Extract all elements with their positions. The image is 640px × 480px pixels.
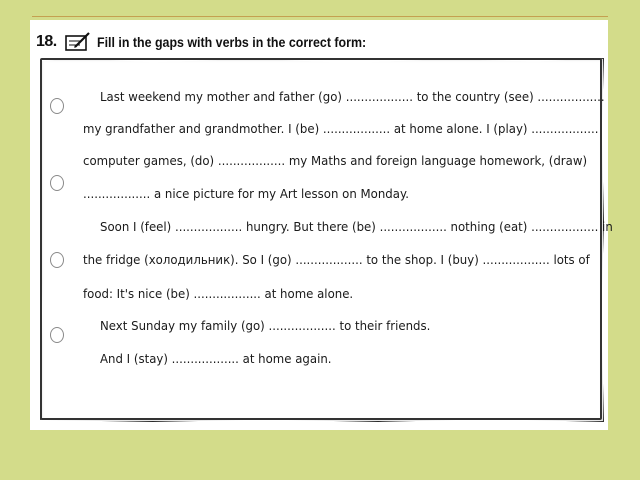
exercise-header xyxy=(36,30,389,54)
text-line-4: .................. a nice picture for my Art lesson on Monday. xyxy=(83,186,409,201)
circle-bullet-icon xyxy=(50,98,64,114)
circle-bullet-icon xyxy=(50,327,64,343)
circle-bullet-icon xyxy=(50,252,64,268)
text-line-6: the fridge (холодильник). So I (go) .................. to the shop. I (buy) .................. lots of xyxy=(83,252,590,267)
exercise-instruction: Fill in the gaps with verbs in the correct form: xyxy=(96,34,366,50)
text-line-2: my grandfather and grandmother. I (be) .................. at home alone. I (play) .................. xyxy=(83,121,599,136)
exercise-number: 18. xyxy=(36,33,57,50)
text-line-3: computer games, (do) .................. my Maths and foreign language homework, (draw) xyxy=(83,153,588,168)
torn-paper-sheet xyxy=(40,58,604,422)
pen-paper-icon xyxy=(63,32,91,52)
text-line-1: Last weekend my mother and father (go) .................. to the country (see) .................. xyxy=(100,89,605,104)
text-line-7: food: It's nice (be) .................. at home alone. xyxy=(83,286,354,301)
text-line-9: And I (stay) .................. at home again. xyxy=(100,351,332,366)
text-line-8: Next Sunday my family (go) .................. to their friends. xyxy=(100,318,431,333)
text-line-5: Soon I (feel) .................. hungry. But there (be) .................. nothing (eat) .................. in xyxy=(100,219,613,234)
worksheet-page xyxy=(30,20,613,430)
circle-bullet-icon xyxy=(50,175,64,191)
top-rule xyxy=(32,16,608,17)
